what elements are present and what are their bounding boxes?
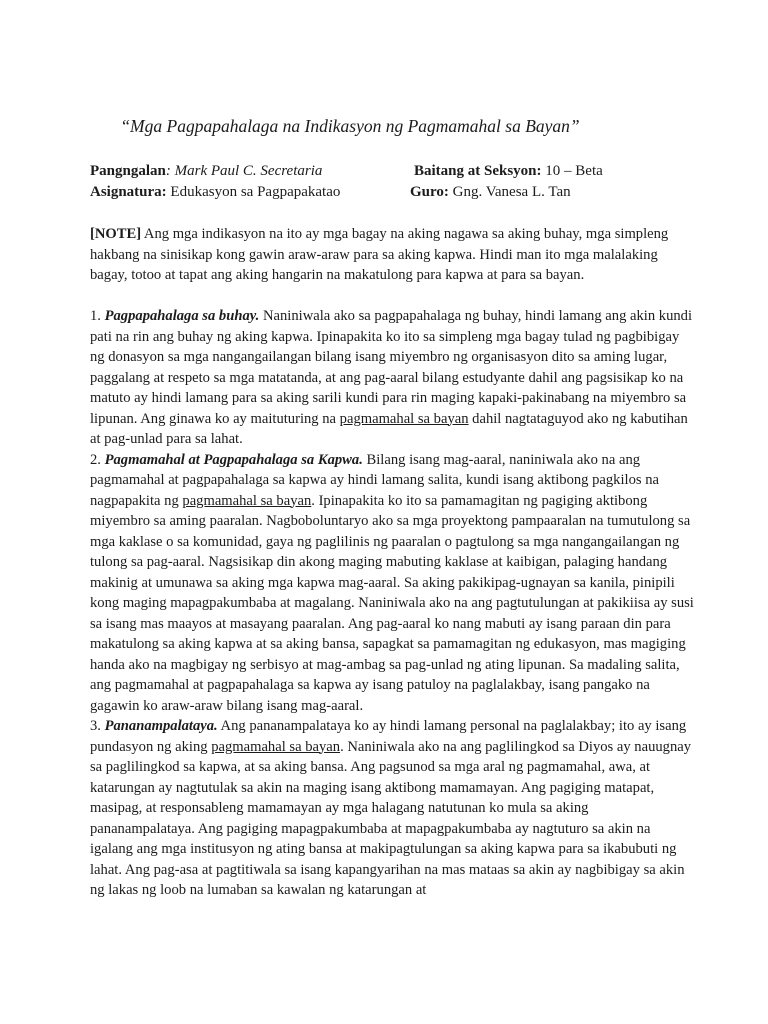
underlined-phrase: pagmamahal sa bayan (211, 738, 341, 755)
item-number: 3. (90, 718, 105, 734)
student-info (90, 161, 710, 203)
item-text: Ang pananampalataya ko ay hindi lamang personal na paglalakbay; ito ay isang pundasyon ng aking (90, 718, 687, 755)
teacher-value: Gng. Vanesa L. Tan (448, 184, 571, 200)
item-number: 2. (90, 451, 105, 468)
teacher-field (410, 182, 571, 203)
item-paragraph-2 (90, 450, 696, 717)
item-heading: Pagmamahal at Pagpapahalaga sa Kapwa. (104, 451, 363, 468)
teacher-label: Guro: (410, 184, 449, 200)
underlined-phrase: pagmamahal sa bayan (339, 410, 469, 427)
subject-field (90, 182, 340, 203)
name-value: Mark Paul C. Secretaria (170, 163, 323, 179)
name-colon: : (165, 163, 171, 179)
document-body (90, 224, 696, 901)
underlined-phrase: pagmamahal sa bayan (182, 492, 312, 509)
item-text: Naniniwala ako sa pagpapahalaga ng buhay, hindi lamang ang akin kundi pati na rin ang buhay ng aking kapwa. Ipinapakita ko ito sa simpleng mga bagay tulad ng pagbibigay ng donasyon sa mga nangangailangan bilang isang miyembro ng organisasyon dito sa aming lugar, paggalang at respeto sa mga matatanda, at ang pag-aaral bilang estudyante dahil ang pagsisikap ko na matuto ay hindi lamang para sa aking sarili kundi para rin maging kapaki-pakinabang na miyembro sa lipunan. Ang ginawa ko ay maituturing na (90, 308, 693, 427)
item-text-continued: . Ipinapakita ko ito sa pamamagitan ng pagiging aktibong miyembro sa aming paaralan. Nagboboluntaryo ako sa mga proyektong pampaaralan na tumutulong sa mga kaklase o sa komunidad, gaya ng paglilinis ng paaralan o pagtulong sa mga nangangailangan ng tulong sa pag-aaral. Nagsisikap din akong maging mabuting kaklase at kaibigan, palaging handang makinig at umunawa sa aking mga kapwa mag-aaral. Sa aking pakikipag-ugnayan sa kanila, pinipili kong maging mapagpakumbaba at magalang. Naniniwala ako na ang pagtutulungan at pakikiisa ay susi sa isang mas maayos at masayang paaralan. Ang pag-aaral ko nang mabuti ay isang paraan din para makatulong sa aking kapwa at sa aking bansa, sapagkat sa pamamagitan ng edukasyon, mas magiging handa ako na magbigay ng serbisyo at mag-ambag sa pag-unlad ng ating lipunan. Sa madaling salita, ang pagmamahal at pagpapahalaga sa kapwa ay isang patuloy na paglalakbay, isang pangako na gagawin ko araw-araw bilang isang mag-aaral. (90, 492, 694, 714)
paragraph-spacer (90, 286, 696, 307)
item-paragraph-1 (90, 306, 696, 450)
note-text: Ang mga indikasyon na ito ay mga bagay na aking nagawa sa aking buhay, mga simpleng hakbang na sinisikap kong gawin araw-araw para sa aking kapwa. Hindi man ito mga malalaking bagay, totoo at tapat ang aking hangarin na makatulong para kapwa at para sa bayan. (90, 226, 669, 283)
grade-field (414, 161, 603, 182)
note-label: [NOTE] (90, 226, 142, 242)
info-row-2 (90, 182, 710, 203)
name-label: Pangngalan (90, 163, 166, 179)
subject-value: Edukasyon sa Pagpapakatao (166, 184, 341, 200)
note-paragraph (90, 224, 696, 286)
document-title: “Mga Pagpapahalaga na Indikasyon ng Pagmamahal sa Bayan” (120, 116, 580, 136)
item-paragraph-3 (90, 716, 696, 901)
item-heading: Pananampalataya. (104, 718, 218, 734)
subject-label: Asignatura: (90, 184, 167, 200)
item-text-continued: dahil nagtataguyod ako ng kabutihan at pag-unlad para sa lahat. (90, 410, 688, 447)
item-heading: Pagpapahalaga sa buhay. (104, 308, 260, 324)
name-field (90, 161, 322, 182)
info-row-1 (90, 161, 710, 182)
item-number: 1. (90, 308, 105, 324)
item-text-continued: . Naniniwala ako na ang paglilingkod sa Diyos ay nauugnay sa paglilingkod sa kapwa, at sa aking bansa. Ang pagsunod sa mga aral ng pagmamahal, awa, at katarungan ay nagtutulak sa akin na maging isang aktibong mamamayan. Ang pagiging matapat, masipag, at responsableng mamamayan ay mga halagang natutunan ko mula sa aking pananampalataya. Ang pagiging mapagpakumbaba at mapagpakumbaba ay nagtuturo sa akin na igalang ang mga institusyon ng ating bansa at makipagtulungan sa aking kapwa para sa ikabubuti ng lahat. Ang pag-asa at pagtitiwala sa isang kapangyarihan na mas mataas sa akin ay nagbibigay sa akin ng lakas ng loob na lumaban sa kawalan ng katarungan at (90, 738, 692, 898)
grade-label: Baitang at Seksyon: (414, 163, 542, 179)
grade-value: 10 – Beta (541, 163, 603, 179)
item-text: Bilang isang mag-aaral, naniniwala ako na ang pagmamahal at pagpapahalaga sa kapwa ay hindi lamang salita, kundi isang aktibong pagkilos na nagpapakita ng (90, 451, 659, 509)
